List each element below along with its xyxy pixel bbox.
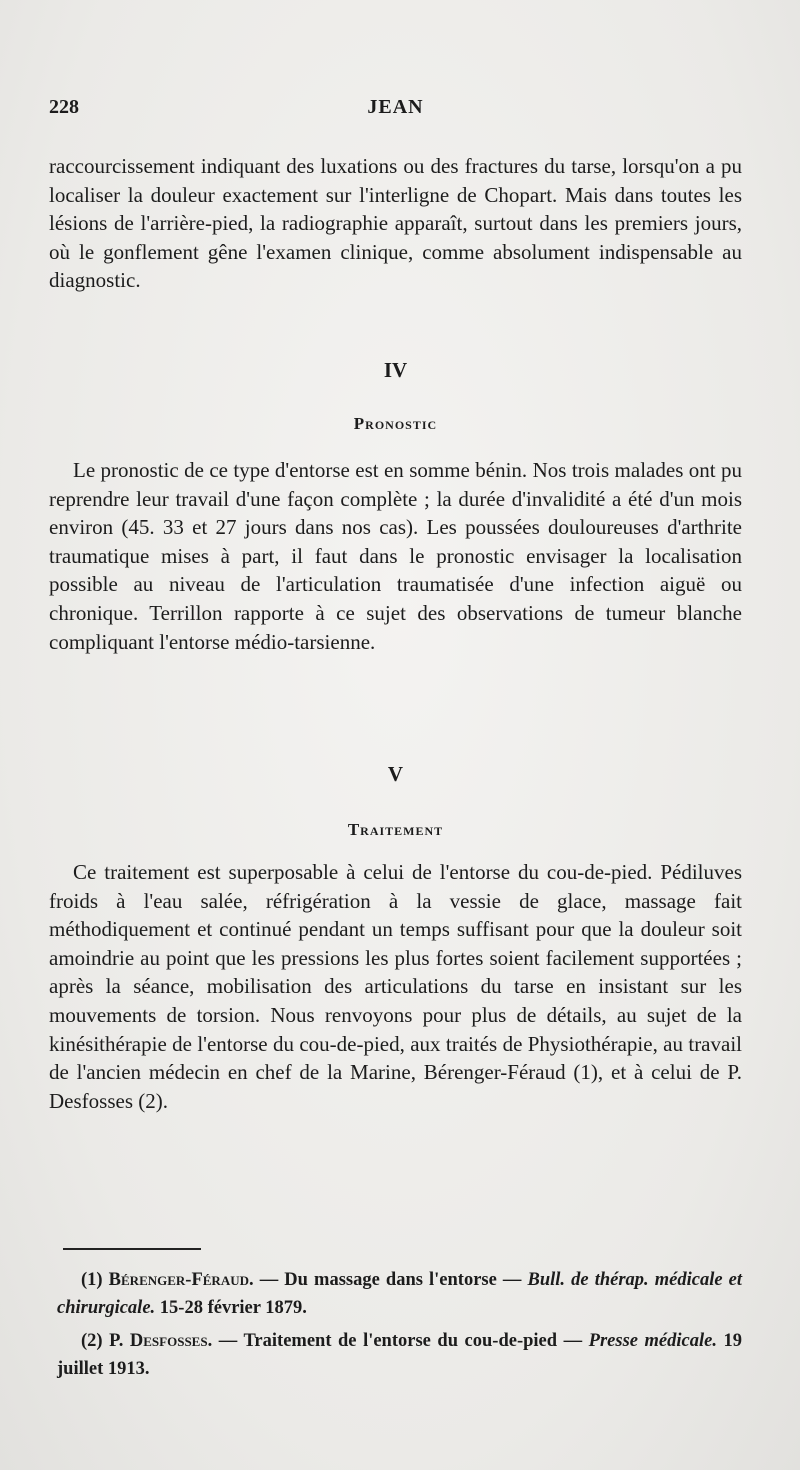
section-number: V (387, 762, 404, 786)
section-number: IV (383, 358, 408, 382)
page-number: 228 (49, 96, 79, 118)
paragraph-text: Le pronostic de ce type d'entorse est en somme bénin. Nos trois malades ont pu reprendre leur travail d'une façon complète ; la durée d'invalidité a été d'un mois environ (45. 33 et 27 jours dans nos cas). Les poussées douloureuses d'arthrite traumatique mises à part, il faut dans le pronostic envisager la localisation possible au niveau de l'articulation traumatisée d'une infection aiguë ou chronique. Terrillon rapporte à ce sujet des observations de tumeur blanche compliquant l'entorse médio-tarsienne. (49, 458, 742, 654)
footnote-text: — Du massage dans l'entorse — (253, 1270, 528, 1290)
footnote-rule (63, 1248, 201, 1250)
paragraph-diagnosis-end (49, 152, 742, 295)
footnote-marker: (1) (81, 1270, 103, 1290)
paragraph-pronostic (49, 456, 742, 656)
footnote-author: P. Desfosses. (109, 1331, 213, 1351)
paragraph-traitement (49, 858, 742, 1115)
footnote-journal: Presse médicale. (588, 1331, 717, 1351)
footnotes (57, 1266, 742, 1388)
footnote-date: 19 juillet 1913. (57, 1331, 742, 1379)
footnote-2 (57, 1327, 742, 1383)
paragraph-text: Ce traitement est superposable à celui de l'entorse du cou-de-pied. Pédiluves froids à l'eau salée, réfrigération à la vessie de glace, massage fait méthodiquement et continué pendant un temps suffisant pour que la douleur soit amoindrie au point que les pressions les plus fortes soient facilement supportées ; après la séance, mobilisation des articulations du tarse en insistant sur les mouvements de torsion. Nous renvoyons pour plus de détails, au sujet de la kinésithérapie de l'entorse du cou-de-pied, aux traités de Physiothérapie, au travail de l'ancien médecin en chef de la Marine, Bérenger-Féraud (1), et à celui de P. Desfosses (2). (49, 860, 742, 1113)
footnote-marker: (2) (81, 1331, 103, 1351)
page-header (49, 96, 742, 126)
footnote-text: — Traitement de l'entorse du cou-de-pied — (212, 1331, 589, 1351)
footnote-1 (57, 1266, 742, 1322)
paragraph-text: raccourcissement indiquant des luxations ou des fractures du tarse, lorsqu'on a pu localiser la douleur exactement sur l'interligne de Chopart. Mais dans toutes les lésions de l'arrière-pied, la radiographie apparaît, surtout dans les premiers jours, où le gonflement gêne l'examen clinique, comme absolument indispensable au diagnostic. (49, 154, 742, 293)
running-head: JEAN (367, 96, 424, 118)
footnote-author: Bérenger-Féraud. (108, 1270, 254, 1290)
footnote-journal: Bull. de thérap. médicale et chirurgicale. (57, 1270, 742, 1318)
section-title: Traitement (347, 820, 444, 839)
section-title: Pronostic (353, 414, 438, 433)
footnote-date: 15-28 février 1879. (155, 1298, 307, 1318)
